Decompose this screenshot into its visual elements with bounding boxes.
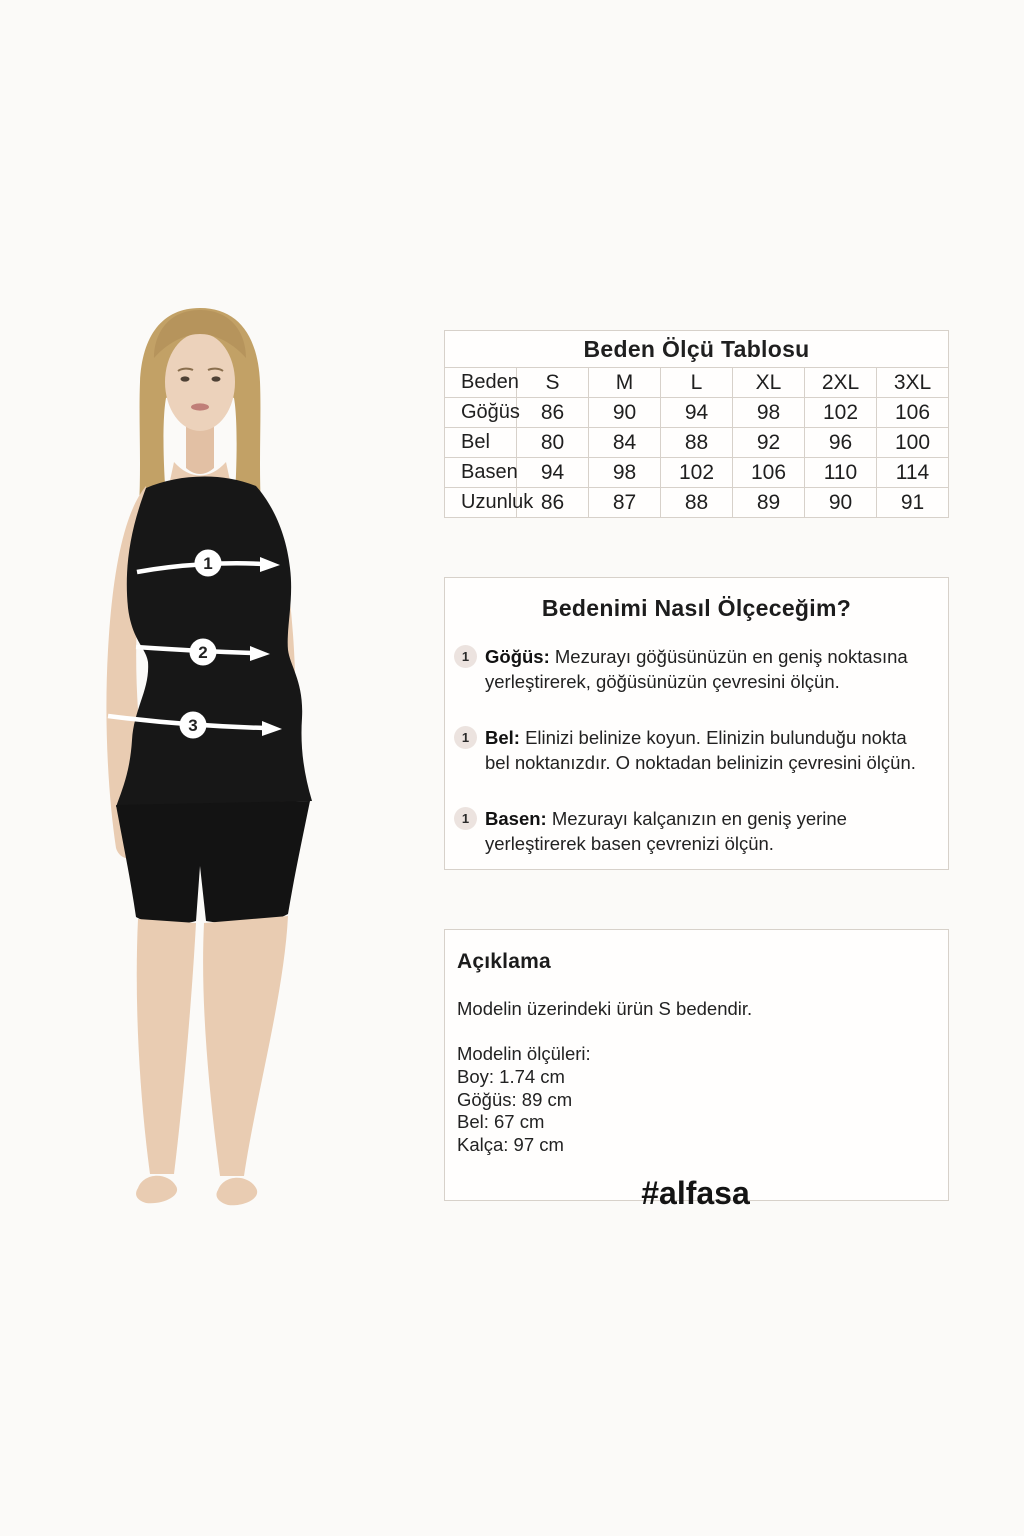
measure-item-text [485, 644, 934, 694]
size-cell: 86 [517, 398, 589, 428]
size-cell: 102 [805, 398, 877, 428]
step-badge: 1 [454, 645, 477, 668]
size-cell: 87 [589, 488, 661, 518]
measure-item-chest [445, 644, 948, 694]
description-title: Açıklama [457, 950, 551, 973]
size-cell: 98 [733, 398, 805, 428]
size-cell: 106 [877, 398, 949, 428]
size-cell: 92 [733, 428, 805, 458]
size-cell: 91 [877, 488, 949, 518]
model-leg-left [137, 919, 196, 1174]
row-label: Bel [445, 428, 517, 458]
brand-hashtag: #alfasa [641, 1175, 750, 1211]
row-label: Basen [445, 458, 517, 488]
table-row-header [445, 368, 949, 398]
model-measurement-height: Boy: 1.74 cm [457, 1066, 565, 1087]
model-measurement-waist: Bel: 67 cm [457, 1111, 545, 1132]
size-table-box [444, 330, 949, 518]
size-cell: 106 [733, 458, 805, 488]
model-eye-left [181, 376, 190, 381]
size-cell: 102 [661, 458, 733, 488]
size-cell: 96 [805, 428, 877, 458]
model-tunic [116, 476, 312, 807]
row-label: Beden [445, 368, 517, 398]
measure-marker-2: 2 [198, 643, 208, 662]
table-row-chest [445, 398, 949, 428]
model-photo [50, 300, 422, 1240]
model-foot-left [136, 1176, 177, 1204]
size-cell: 114 [877, 458, 949, 488]
how-to-measure-box [444, 577, 949, 870]
measure-item-waist [445, 725, 948, 775]
size-cell: 2XL [805, 368, 877, 398]
measure-desc: Elinizi belinize koyun. Elinizin bulunduğu nokta bel noktanızdır. O noktadan belinizin çevresini ölçün. [485, 727, 916, 773]
size-cell: S [517, 368, 589, 398]
table-row-length [445, 488, 949, 518]
model-measurement-hips: Kalça: 97 cm [457, 1133, 564, 1155]
measure-item-text [485, 806, 934, 856]
measure-desc: Mezurayı kalçanızın en geniş yerine yerleştirerek basen çevrenizi ölçün. [485, 808, 847, 854]
description-line: Modelin üzerindeki ürün S bedendir. [457, 998, 753, 1019]
size-cell: 110 [805, 458, 877, 488]
size-cell: 89 [733, 488, 805, 518]
model-eye-right [212, 376, 221, 381]
size-cell: 90 [805, 488, 877, 518]
measure-item-hips [445, 806, 948, 856]
size-cell: 88 [661, 488, 733, 518]
measure-item-text [485, 725, 934, 775]
measure-marker-3: 3 [188, 716, 198, 735]
measure-desc: Mezurayı göğüsünüzün en geniş noktasına yerleştirerek, göğüsünüzün çevresini ölçün. [485, 646, 908, 692]
model-foot-right [216, 1178, 257, 1206]
row-label: Göğüs [445, 398, 517, 428]
table-row-waist [445, 428, 949, 458]
model-shorts [116, 801, 310, 924]
measure-term: Göğüs: [485, 646, 550, 667]
measure-term: Bel: [485, 727, 520, 748]
size-cell: 100 [877, 428, 949, 458]
size-cell: M [589, 368, 661, 398]
size-cell: XL [733, 368, 805, 398]
description-box [444, 929, 949, 1211]
size-cell: 86 [517, 488, 589, 518]
model-measurements-title: Modelin ölçüleri: [457, 1043, 591, 1064]
step-badge: 1 [454, 726, 477, 749]
measure-term: Basen: [485, 808, 547, 829]
size-table [444, 330, 949, 518]
size-cell: 84 [589, 428, 661, 458]
row-label: Uzunluk [445, 488, 517, 518]
size-cell: 3XL [877, 368, 949, 398]
size-table-title: Beden Ölçü Tablosu [445, 331, 949, 368]
size-cell: 94 [661, 398, 733, 428]
table-row-hips [445, 458, 949, 488]
model-measurement-chest: Göğüs: 89 cm [457, 1088, 573, 1110]
step-badge: 1 [454, 807, 477, 830]
model-face [165, 333, 235, 431]
size-cell: 88 [661, 428, 733, 458]
how-to-measure-title: Bedenimi Nasıl Ölçeceğim? [541, 595, 852, 621]
measure-marker-1: 1 [203, 554, 213, 573]
size-cell: 94 [517, 458, 589, 488]
size-cell: 90 [589, 398, 661, 428]
measure-list [445, 644, 948, 856]
size-cell: 80 [517, 428, 589, 458]
model-lips [191, 403, 209, 410]
size-cell: 98 [589, 458, 661, 488]
model-leg-right [203, 916, 288, 1176]
size-cell: L [661, 368, 733, 398]
